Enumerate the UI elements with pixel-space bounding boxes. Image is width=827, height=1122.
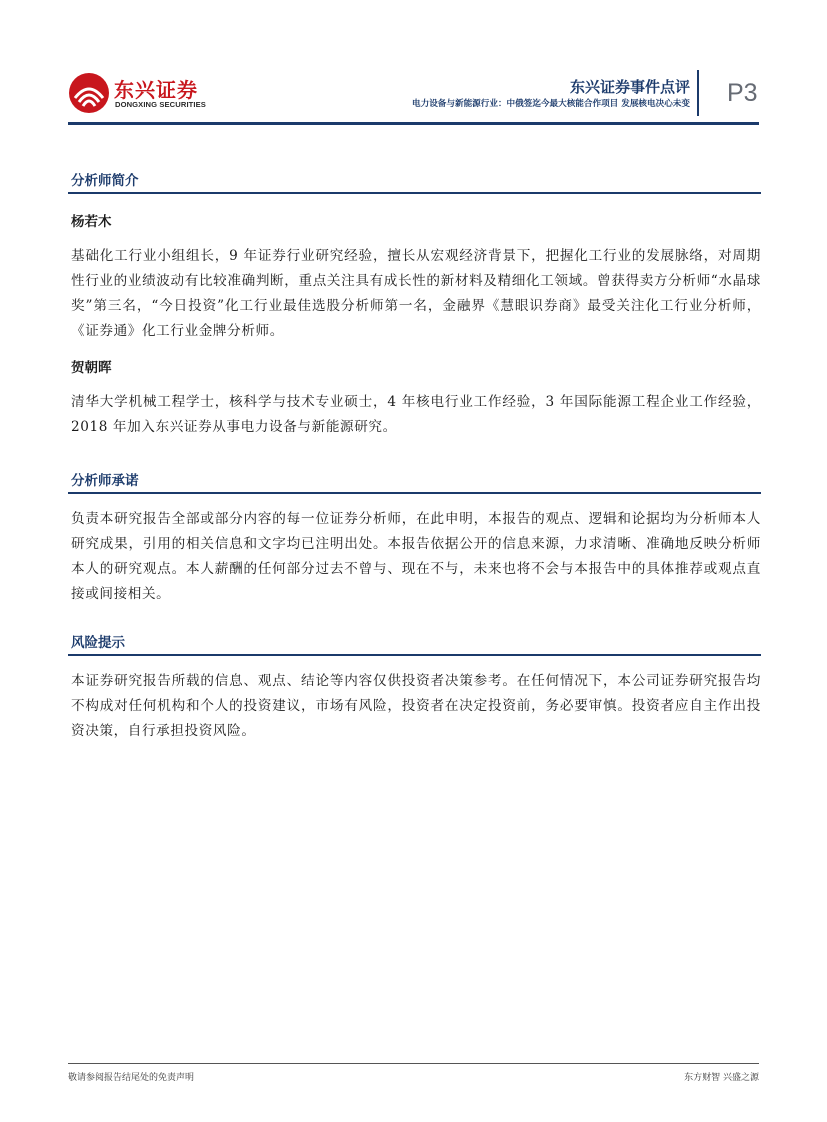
section-heading: 风险提示 [68, 632, 761, 656]
page-header [0, 0, 827, 130]
risk-text: 本证券研究报告所载的信息、观点、结论等内容仅供投资者决策参考。在任何情况下，本公司证券研究报告均不构成对任何机构和个人的投资建议，市场有风险，投资者在决定投资前，务必要审慎。投资者应自主作出投资决策，自行承担投资风险。 [71, 673, 761, 739]
analyst-commitment-section [71, 470, 761, 607]
analyst-name: 贺朝晖 [71, 360, 112, 376]
analyst-name: 杨若木 [71, 214, 112, 230]
analyst-bio: 基础化工行业小组组长，9 年证券行业研究经验，擅长从宏观经济背景下，把握化工行业的发展脉络，对周期性行业的业绩波动有比较准确判断，重点关注具有成长性的新材料及精细化工领域。曾获得卖方分析师“水晶球奖”第三名，“今日投资”化工行业最佳选股分析师第一名，金融界《慧眼识券商》最受关注化工行业分析师，《证券通》化工行业金牌分析师。 [71, 248, 761, 339]
header-divider [697, 70, 699, 116]
report-type-title: 东兴证券事件点评 [569, 78, 690, 96]
footer-rule [68, 1063, 759, 1064]
header-rule [68, 122, 759, 125]
commitment-text: 负责本研究报告全部或部分内容的每一位证券分析师，在此申明，本报告的观点、逻辑和论据均为分析师本人研究成果，引用的相关信息和文字均已注明出处。本报告依据公开的信息来源，力求清晰、准确地反映分析师本人的研究观点。本人薪酬的任何部分过去不曾与、现在不与，未来也将不会与本报告中的具体推荐或观点直接或间接相关。 [71, 511, 761, 602]
risk-warning-section [71, 632, 761, 744]
page-content [71, 170, 761, 744]
report-subtitle: 电力设备与新能源行业：中俄签迄今最大核能合作项目 发展核电决心未变 [412, 99, 690, 109]
section-heading: 分析师简介 [68, 170, 761, 194]
analyst-bio: 清华大学机械工程学士，核科学与技术专业硕士，4 年核电行业工作经验，3 年国际能源工程企业工作经验，2018 年加入东兴证券从事电力设备与新能源研究。 [71, 394, 761, 435]
analyst-intro-section [71, 170, 761, 440]
company-logo [68, 72, 218, 116]
footer-slogan: 东方财智 兴盛之源 [684, 1073, 759, 1083]
logo-chinese-name: 东兴证券 [114, 78, 198, 102]
footer-disclaimer-note: 敬请参阅报告结尾处的免责声明 [68, 1073, 195, 1083]
section-heading: 分析师承诺 [68, 470, 761, 494]
page-number: P3 [727, 79, 758, 107]
logo-english-name: DONGXING SECURITIES [115, 100, 206, 109]
logo-mark-icon [68, 72, 110, 114]
